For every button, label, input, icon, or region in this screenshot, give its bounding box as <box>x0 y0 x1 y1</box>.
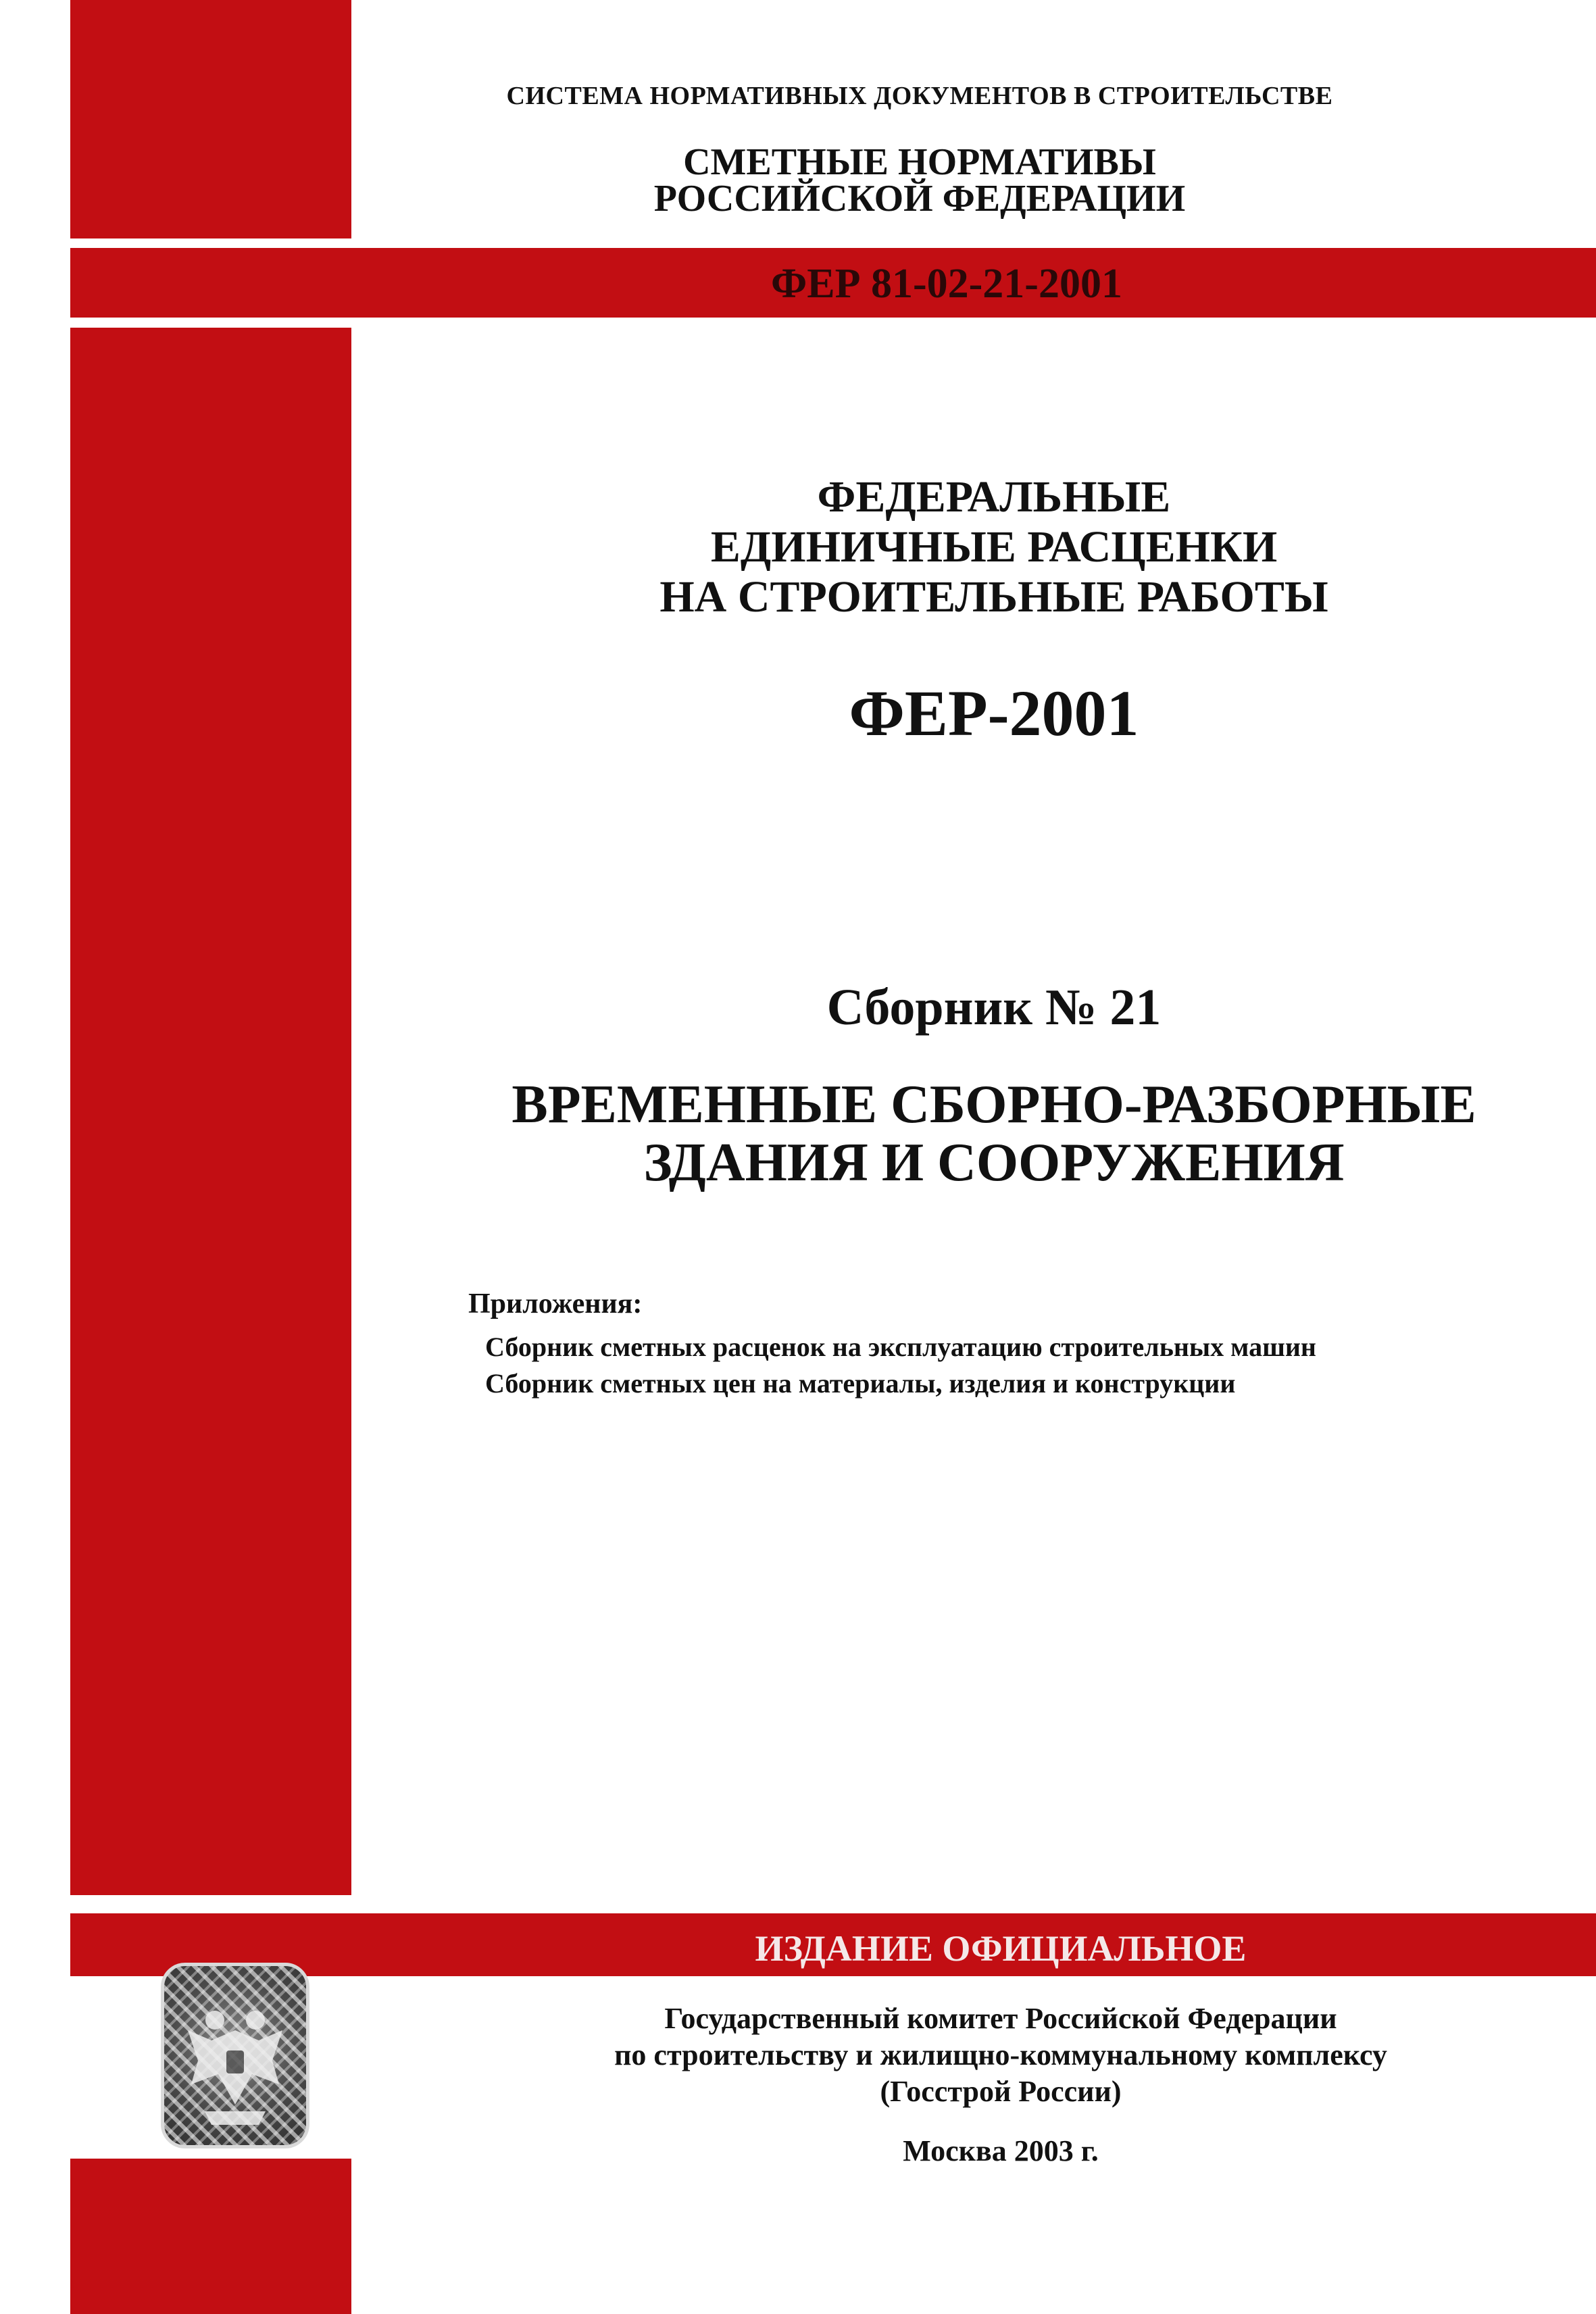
title-short: ФЕР-2001 <box>849 677 1139 749</box>
publisher-line3: (Госстрой России) <box>880 2075 1122 2108</box>
appendix-item: Сборник сметных цен на материалы, изделия и конструкции <box>485 1368 1236 1399</box>
appendix-item: Сборник сметных расценок на эксплуатацию строительных машин <box>485 1332 1316 1362</box>
title-line2: ЕДИНИЧНЫЕ РАСЦЕНКИ <box>710 522 1278 572</box>
norms-heading-line1: СМЕТНЫЕ НОРМАТИВЫ <box>683 141 1156 183</box>
system-heading: СИСТЕМА НОРМАТИВНЫХ ДОКУМЕНТОВ В СТРОИТЕЛЬСТВЕ <box>506 82 1333 110</box>
collection-name-line2: ЗДАНИЯ И СООРУЖЕНИЯ <box>643 1133 1345 1192</box>
norms-heading-line2: РОССИЙСКОЙ ФЕДЕРАЦИИ <box>653 178 1186 220</box>
title-line3: НА СТРОИТЕЛЬНЫЕ РАБОТЫ <box>659 572 1328 622</box>
publisher-line2: по строительству и жилищно-коммунальному комплексу <box>614 2038 1387 2071</box>
title-line1: ФЕДЕРАЛЬНЫЕ <box>817 472 1171 522</box>
document-code: ФЕР 81-02-21-2001 <box>771 261 1122 307</box>
appendices-label: Приложения: <box>468 1288 643 1319</box>
publisher-line1: Государственный комитет Российской Федерации <box>664 2002 1337 2035</box>
collection-number: Сборник № 21 <box>826 979 1162 1036</box>
bottom-left-red-bar <box>70 2159 351 2314</box>
place-year: Москва 2003 г. <box>903 2134 1099 2167</box>
official-edition: ИЗДАНИЕ ОФИЦИАЛЬНОЕ <box>755 1928 1247 1969</box>
collection-name-line1: ВРЕМЕННЫЕ СБОРНО-РАЗБОРНЫЕ <box>512 1075 1476 1134</box>
